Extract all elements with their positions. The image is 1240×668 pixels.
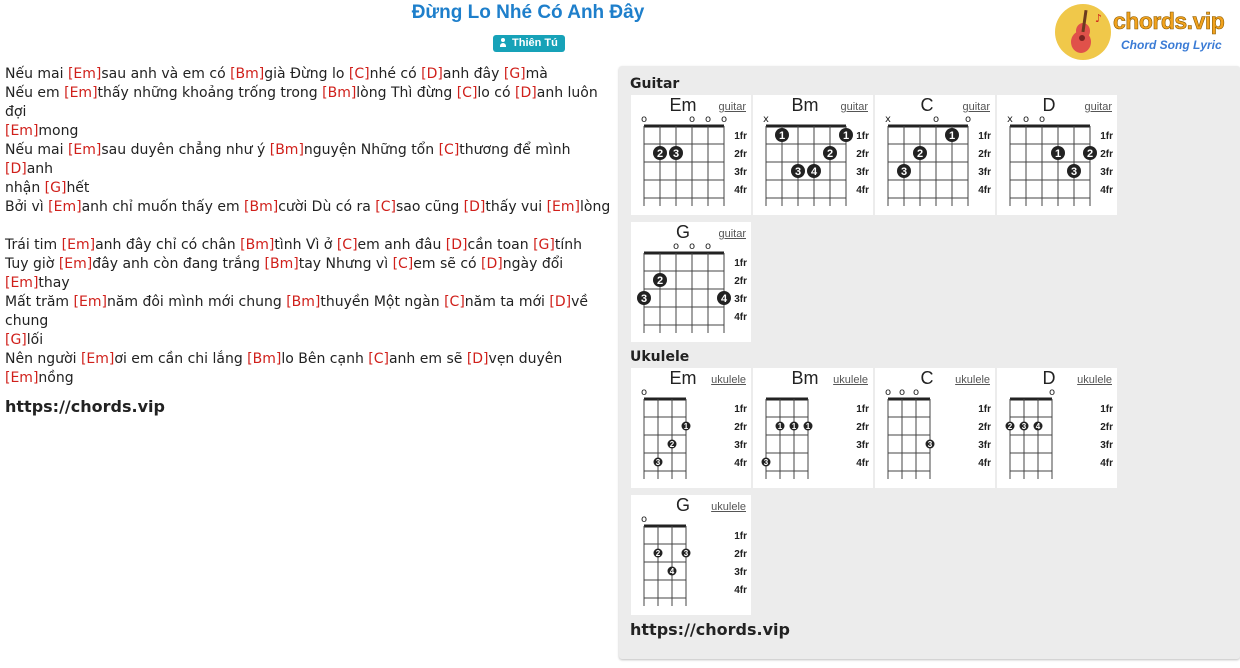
finger-number: 2 <box>826 148 834 160</box>
chord-marker[interactable]: [Em] <box>67 66 102 82</box>
open-string-marker: o <box>672 241 680 252</box>
chord-link[interactable]: guitar <box>840 101 868 113</box>
chord-link[interactable]: ukulele <box>955 374 990 386</box>
chord-link[interactable]: ukulele <box>833 374 868 386</box>
lyric-text: mong <box>38 123 79 139</box>
chord-marker[interactable]: [C] <box>438 142 460 158</box>
lyric-text: ơi em cần chi lắng <box>114 351 248 367</box>
guitar-chord-card[interactable] <box>753 95 873 215</box>
lyric-line <box>5 122 611 141</box>
finger-number: 3 <box>1021 422 1027 431</box>
lyric-text: anh <box>26 161 54 177</box>
chord-marker[interactable]: [Bm] <box>247 351 282 367</box>
lyric-line <box>5 350 611 388</box>
panel-url[interactable]: https://chords.vip <box>630 620 790 639</box>
chord-marker[interactable]: [Bm] <box>240 237 275 253</box>
chord-name: Em <box>669 368 697 388</box>
lyric-text: thấy những khoảng trống trong <box>97 85 323 101</box>
finger-number: 3 <box>927 440 933 449</box>
ukulele-chord-card[interactable] <box>997 368 1117 488</box>
open-string-marker: o <box>640 387 648 398</box>
lyric-text: vẹn duyên <box>488 351 563 367</box>
fret-label: 2fr <box>978 422 991 433</box>
fret-label: 2fr <box>734 422 747 433</box>
open-string-marker: o <box>720 114 728 125</box>
chord-panel <box>619 66 1240 659</box>
lyric-text: sao cũng <box>395 199 464 215</box>
chord-marker[interactable]: [D] <box>466 351 489 367</box>
fret-label: 4fr <box>978 458 991 469</box>
fret-label: 3fr <box>734 567 747 578</box>
fret-label: 3fr <box>734 440 747 451</box>
lyric-text: đây anh còn đang trắng <box>92 256 265 272</box>
lyric-text: nhé có <box>369 66 422 82</box>
lyric-text: sau anh và em có <box>101 66 231 82</box>
chord-marker[interactable]: [G] <box>5 332 27 348</box>
lyric-text: thấy vui <box>485 199 547 215</box>
fret-label: 1fr <box>734 258 747 269</box>
lyric-text: Bởi vì <box>5 199 49 215</box>
muted-string-marker: x <box>1007 114 1013 125</box>
muted-string-marker: x <box>763 114 769 125</box>
fret-label: 1fr <box>734 531 747 542</box>
finger-number: 3 <box>763 458 769 467</box>
fret-label: 4fr <box>1100 185 1113 196</box>
fret-label: 3fr <box>978 440 991 451</box>
finger-number: 1 <box>778 130 786 142</box>
fret-label: 1fr <box>978 404 991 415</box>
fret-label: 2fr <box>1100 149 1113 160</box>
chord-marker[interactable]: [G] <box>533 237 555 253</box>
fret-label: 1fr <box>1100 131 1113 142</box>
chord-marker[interactable]: [Bm] <box>322 85 357 101</box>
lyric-text: về chung <box>5 294 589 329</box>
artist-name: Thiên Tú <box>512 37 558 49</box>
lyric-text: mà <box>525 66 548 82</box>
lyric-text: năm ta mới <box>464 294 550 310</box>
chord-link[interactable]: ukulele <box>711 374 746 386</box>
lyric-text: lo có <box>477 85 516 101</box>
lyric-line <box>5 255 611 293</box>
lyric-line <box>5 141 611 179</box>
open-string-marker: o <box>688 114 696 125</box>
chord-marker[interactable]: [C] <box>368 351 389 367</box>
finger-number: 1 <box>683 422 689 431</box>
chord-marker[interactable]: [Em] <box>80 351 115 367</box>
chord-marker[interactable]: [Em] <box>67 142 102 158</box>
chord-marker[interactable]: [D] <box>445 237 468 253</box>
fret-label: 2fr <box>856 422 869 433</box>
ukulele-chord-card[interactable] <box>753 368 873 488</box>
finger-number: 1 <box>842 130 850 142</box>
fret-label: 4fr <box>734 585 747 596</box>
chord-marker[interactable]: [C] <box>444 294 465 310</box>
chord-name: Bm <box>791 95 819 115</box>
lyric-text: em anh đâu <box>357 237 446 253</box>
fret-label: 4fr <box>734 185 747 196</box>
finger-number: 3 <box>640 293 648 305</box>
lyric-text: hết <box>66 180 90 196</box>
chord-marker[interactable]: [Em] <box>546 199 580 215</box>
finger-number: 4 <box>720 293 728 305</box>
lyric-text: lòng <box>579 199 611 215</box>
open-string-marker: o <box>640 514 648 525</box>
finger-number: 2 <box>655 549 661 558</box>
fret-label: 3fr <box>1100 440 1113 451</box>
lyrics-url[interactable]: https://chords.vip <box>5 397 165 416</box>
finger-number: 1 <box>777 422 783 431</box>
lyric-text: sau duyên chẳng như ý <box>101 142 270 158</box>
fret-label: 2fr <box>734 149 747 160</box>
finger-number: 2 <box>1007 422 1013 431</box>
chord-marker[interactable]: [Bm] <box>244 199 279 215</box>
chord-marker[interactable]: [D] <box>515 85 537 101</box>
chord-marker[interactable]: [Em] <box>5 370 39 386</box>
chord-name: D <box>1042 368 1056 388</box>
lyric-text: tình Vì ở <box>274 237 337 253</box>
lyric-text: nhận <box>5 180 45 196</box>
finger-number: 2 <box>916 148 924 160</box>
guitar-chord-card[interactable] <box>631 222 751 342</box>
finger-number: 1 <box>948 130 956 142</box>
open-string-marker: o <box>912 387 920 398</box>
chord-marker[interactable]: [D] <box>549 294 572 310</box>
lyric-text: Nếu em <box>5 85 65 101</box>
lyric-text: Nên người <box>5 351 81 367</box>
logo-tagline: Chord Song Lyric <box>1121 38 1222 52</box>
chord-marker[interactable]: [C] <box>348 66 370 82</box>
lyric-line <box>5 65 611 84</box>
chord-link[interactable]: guitar <box>718 101 746 113</box>
chord-link[interactable]: guitar <box>962 101 990 113</box>
finger-number: 3 <box>1070 166 1078 178</box>
fret-label: 4fr <box>1100 458 1113 469</box>
chord-marker[interactable]: [Em] <box>5 123 39 139</box>
finger-number: 4 <box>669 567 675 576</box>
chord-name: G <box>675 495 690 515</box>
fret-label: 1fr <box>734 404 747 415</box>
chord-link[interactable]: guitar <box>1084 101 1112 113</box>
chord-marker[interactable]: [Bm] <box>269 142 304 158</box>
chord-marker[interactable]: [D] <box>481 256 503 272</box>
chord-marker[interactable]: [Em] <box>73 294 107 310</box>
fret-label: 3fr <box>978 167 991 178</box>
chord-marker[interactable]: [Em] <box>5 275 39 291</box>
open-string-marker: o <box>688 241 696 252</box>
chord-marker[interactable]: [C] <box>375 199 396 215</box>
logo-brand-text: chords.vip <box>1113 8 1225 34</box>
person-icon <box>500 38 506 47</box>
fret-label: 4fr <box>734 312 747 323</box>
lyric-text: lòng Thì đừng <box>356 85 457 101</box>
open-string-marker: o <box>704 241 712 252</box>
finger-number: 3 <box>672 148 680 160</box>
lyric-line <box>5 331 611 350</box>
lyric-text: cần toan <box>467 237 534 253</box>
finger-number: 1 <box>1054 148 1062 160</box>
lyric-text: ngày đổi <box>502 256 564 272</box>
open-string-marker: o <box>932 114 940 125</box>
guitar-chord-card[interactable] <box>631 95 751 215</box>
fret-label: 1fr <box>856 131 869 142</box>
chord-marker[interactable]: [D] <box>463 199 486 215</box>
chord-name: G <box>675 222 690 242</box>
lyric-text: tay Nhưng vì <box>298 256 393 272</box>
chord-link[interactable]: guitar <box>718 228 746 240</box>
chord-name: Bm <box>791 368 819 388</box>
chord-marker[interactable]: [D] <box>5 161 27 177</box>
chord-marker[interactable]: [C] <box>392 256 414 272</box>
chord-marker[interactable]: [G] <box>44 180 67 196</box>
fret-label: 2fr <box>856 149 869 160</box>
finger-number: 3 <box>794 166 802 178</box>
lyric-line <box>5 84 611 122</box>
lyric-text: anh luôn đợi <box>5 85 598 120</box>
open-string-marker: o <box>898 387 906 398</box>
open-string-marker: o <box>884 387 892 398</box>
chord-name: C <box>920 368 934 388</box>
fret-label: 4fr <box>856 458 869 469</box>
lyric-text: thay <box>38 275 70 291</box>
chord-marker[interactable]: [G] <box>503 66 526 82</box>
lyric-text: thuyền Một ngàn <box>320 294 445 310</box>
lyric-line <box>5 198 611 217</box>
lyric-text: anh đây chỉ có chân <box>95 237 241 253</box>
fret-label: 3fr <box>734 294 747 305</box>
chord-marker[interactable]: [Em] <box>48 199 82 215</box>
ukulele-chord-card[interactable] <box>631 368 751 488</box>
lyric-text: cười Dù có ra <box>278 199 376 215</box>
lyric-text: lo Bên cạnh <box>281 351 369 367</box>
lyric-line <box>5 217 611 236</box>
open-string-marker: o <box>640 114 648 125</box>
lyric-text: già Đừng lo <box>264 66 349 82</box>
guitar-heading: Guitar <box>630 76 680 92</box>
fret-label: 4fr <box>856 185 869 196</box>
finger-number: 2 <box>1086 148 1094 160</box>
guitar-chord-card[interactable] <box>997 95 1117 215</box>
open-string-marker: o <box>1022 114 1030 125</box>
chord-marker[interactable]: [Em] <box>58 256 93 272</box>
lyric-text: lối <box>26 332 44 348</box>
fret-label: 2fr <box>734 276 747 287</box>
open-string-marker: o <box>704 114 712 125</box>
open-string-marker: o <box>1048 387 1056 398</box>
fret-label: 4fr <box>734 458 747 469</box>
muted-string-marker: x <box>885 114 891 125</box>
lyric-text: năm đôi mình mới chung <box>106 294 287 310</box>
lyric-text: anh em sẽ <box>388 351 467 367</box>
fret-label: 3fr <box>856 167 869 178</box>
guitar-logo-icon <box>1055 4 1111 60</box>
finger-number: 2 <box>669 440 675 449</box>
finger-number: 4 <box>810 166 818 178</box>
lyric-text: nồng <box>38 370 74 386</box>
lyrics-body <box>5 65 611 416</box>
lyric-line <box>5 179 611 198</box>
finger-number: 1 <box>791 422 797 431</box>
svg-text:♪: ♪ <box>1095 12 1103 25</box>
finger-number: 2 <box>656 148 664 160</box>
lyric-line <box>5 236 611 255</box>
lyric-text: em sẽ có <box>413 256 482 272</box>
ukulele-chord-card[interactable] <box>875 368 995 488</box>
fret-label: 2fr <box>1100 422 1113 433</box>
chord-marker[interactable]: [Bm] <box>230 66 265 82</box>
finger-number: 4 <box>1035 422 1041 431</box>
fret-label: 1fr <box>1100 404 1113 415</box>
fret-label: 3fr <box>1100 167 1113 178</box>
chord-marker[interactable]: [Bm] <box>264 256 299 272</box>
fret-label: 1fr <box>978 131 991 142</box>
ukulele-chord-card[interactable] <box>631 495 751 615</box>
open-string-marker: o <box>964 114 972 125</box>
chord-marker[interactable]: [Em] <box>61 237 96 253</box>
fret-label: 1fr <box>734 131 747 142</box>
chord-marker[interactable]: [D] <box>421 66 443 82</box>
chord-marker[interactable]: [Bm] <box>286 294 321 310</box>
fret-label: 3fr <box>856 440 869 451</box>
ukulele-heading: Ukulele <box>630 349 690 365</box>
chord-marker[interactable]: [C] <box>456 85 478 101</box>
lyric-text: Tuy giờ <box>5 256 59 272</box>
chord-link[interactable]: ukulele <box>711 501 746 513</box>
chord-link[interactable]: ukulele <box>1077 374 1112 386</box>
lyric-text: Nếu mai <box>5 66 68 82</box>
guitar-chord-card[interactable] <box>875 95 995 215</box>
fret-label: 2fr <box>978 149 991 160</box>
lyric-text: Mất trăm <box>5 294 74 310</box>
lyric-text: nguyện Những tổn <box>303 142 439 158</box>
lyric-line <box>5 293 611 331</box>
finger-number: 3 <box>655 458 661 467</box>
fret-label: 2fr <box>734 549 747 560</box>
lyric-text: Trái tim <box>5 237 62 253</box>
finger-number: 3 <box>900 166 908 178</box>
fret-label: 1fr <box>856 404 869 415</box>
fret-label: 4fr <box>978 185 991 196</box>
song-title: Đừng Lo Nhé Có Anh Đây <box>411 2 645 23</box>
chord-name: C <box>920 95 934 115</box>
artist-badge[interactable] <box>493 35 565 52</box>
chord-name: D <box>1042 95 1056 115</box>
finger-number: 2 <box>656 275 664 287</box>
chord-marker[interactable]: [C] <box>336 237 358 253</box>
lyric-text: anh đây <box>442 66 504 82</box>
chord-marker[interactable]: [Em] <box>64 85 98 101</box>
lyric-text: thương để mình <box>459 142 571 158</box>
finger-number: 3 <box>683 549 689 558</box>
open-string-marker: o <box>1038 114 1046 125</box>
finger-number: 1 <box>805 422 811 431</box>
lyric-text: tính <box>554 237 582 253</box>
lyric-text: anh chỉ muốn thấy em <box>81 199 245 215</box>
site-logo[interactable] <box>1054 2 1240 64</box>
lyric-text: Nếu mai <box>5 142 68 158</box>
chord-name: Em <box>669 95 697 115</box>
fret-label: 3fr <box>734 167 747 178</box>
